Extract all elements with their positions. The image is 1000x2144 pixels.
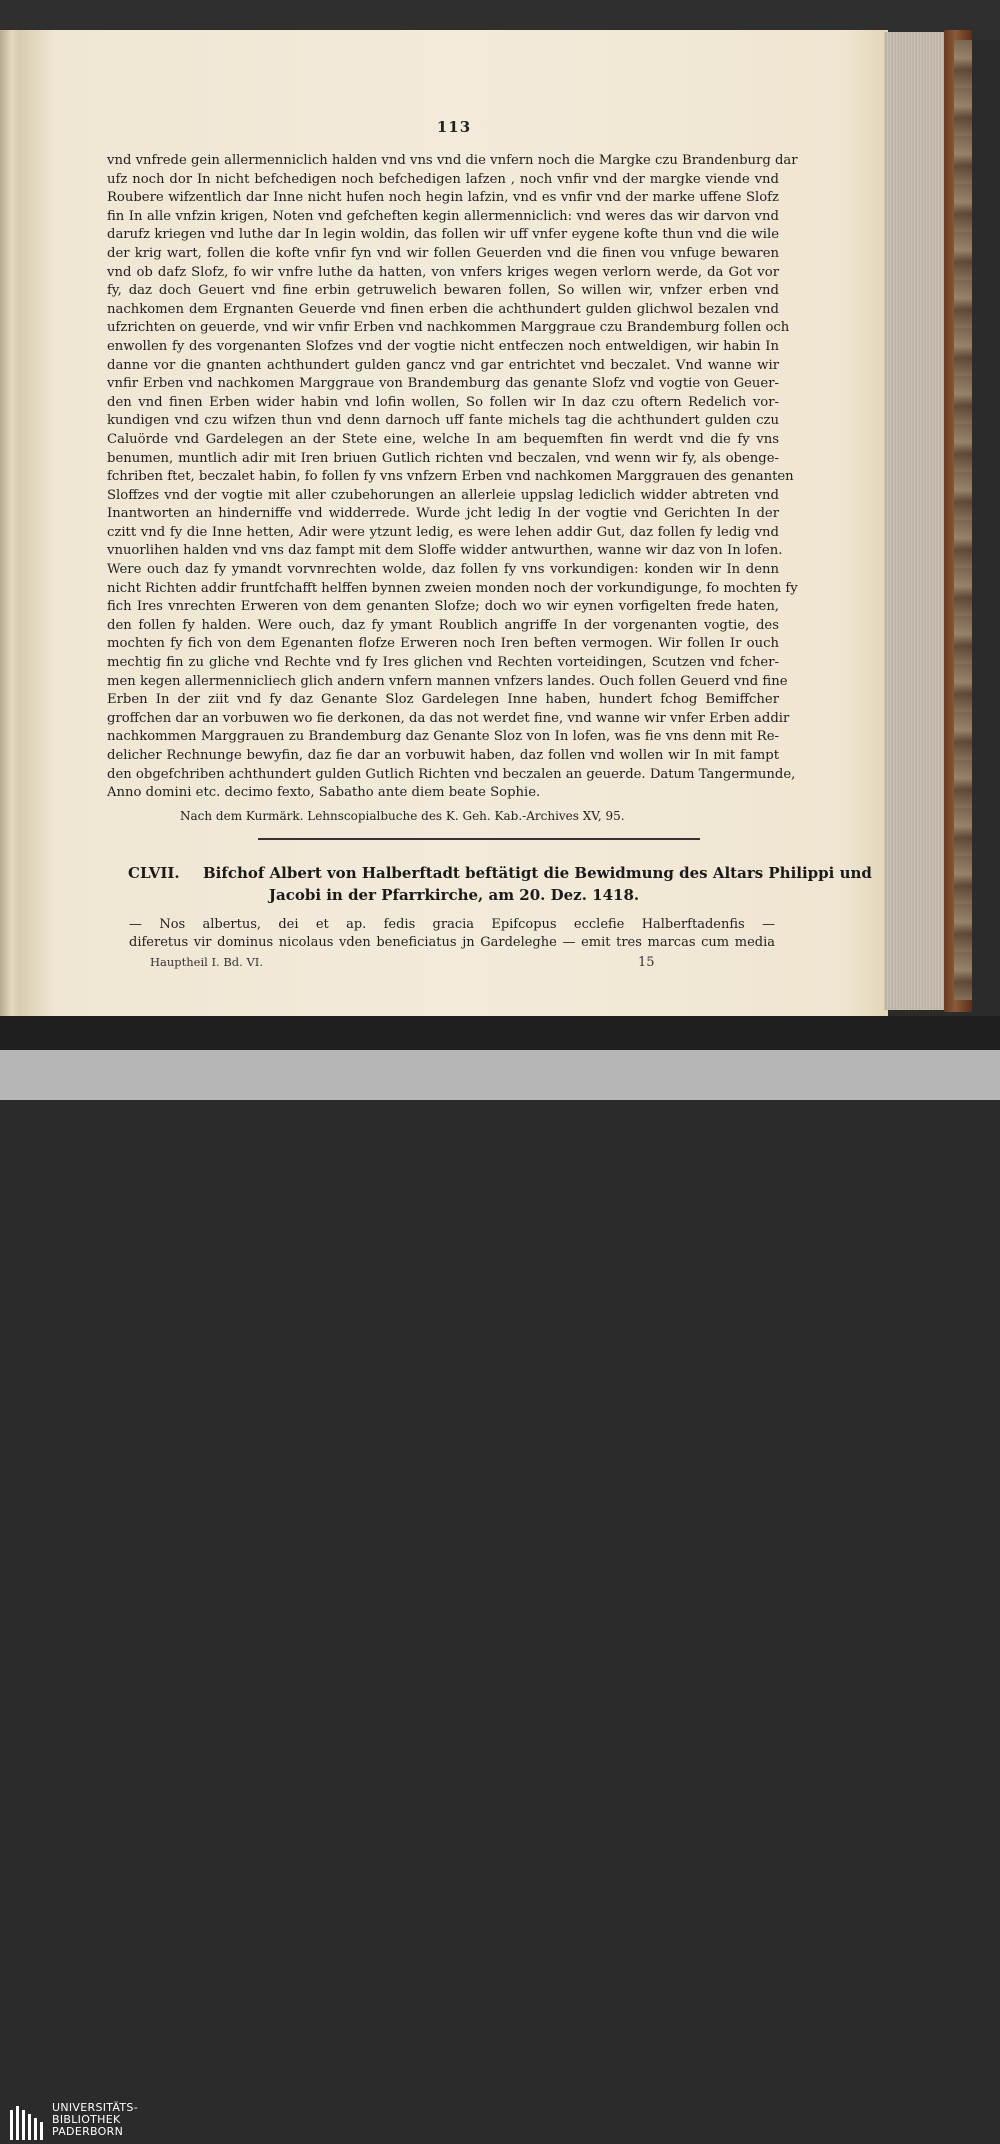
text-line: den follen fy halden. Were ouch, daz fy ymant Roublich angriffe In der vorgenanten vogtie, des	[107, 617, 779, 633]
text-line: fin In alle vnfzin krigen, Noten vnd gefcheften kegin allermenniclich: vnd weres das wir darvon vnd	[107, 208, 779, 224]
text-line: Sloffzes vnd der vogtie mit aller czubehorungen an allerleie uppslag lediclich widder abtreten vnd	[107, 487, 779, 503]
text-line: groffchen dar an vorbuwen wo fie derkonen, da das not werdet fine, vnd wanne wir vnfer Erben addir	[107, 710, 790, 726]
text-line: mechtig fin zu gliche vnd Rechte vnd fy Ires glichen vnd Rechten vorteidingen, Scutzen vnd fcher-	[107, 655, 779, 671]
text-line: vnfir Erben vnd nachkomen Marggraue von Brandemburg das genante Slofz vnd vogtie von Geuer-	[107, 376, 779, 392]
text-line: Anno domini etc. decimo fexto, Sabatho ante diem beate Sophie.	[107, 785, 541, 801]
text-line: fchriben ftet, beczalet habin, fo follen fy vns vnfzern Erben vnd nachkomen Marggrauen des genanten	[107, 469, 794, 485]
scan-background-bottom	[0, 1016, 1000, 1050]
text-line: danne vor die gnanten achthundert gulden gancz vnd gar entrichtet vnd beczalet. Vnd wanne wir	[107, 357, 779, 373]
latin-text-line: diferetus vir dominus nicolaus vden beneficiatus jn Gardeleghe — emit tres marcas cum media	[129, 935, 775, 950]
page-number: 113	[436, 118, 472, 136]
document-heading: Bifchof Albert von Halberftadt beftätigt die Bewidmung des Altars Philippi und	[203, 864, 872, 882]
text-line: der krig wart, follen die kofte vnfir fyn vnd wir follen Geuerden vnd die finen vou vnfuge bewaren	[107, 245, 779, 261]
text-line: delicher Rechnunge bewyfin, daz fie dar an vorbuwit haben, daz follen vnd wollen wir In mit fampt	[107, 748, 779, 763]
book-page	[20, 30, 888, 1018]
library-footer	[0, 1050, 1000, 2138]
text-line: Inantworten an hinderniffe vnd widderrede. Wurde jcht ledig In der vogtie vnd Gerichten In der	[107, 506, 779, 522]
text-line: fich Ires vnrechten Erweren von dem genanten Slofze; doch wo wir eynen vorfigelten frede haten,	[107, 599, 779, 615]
cover-marbling	[954, 40, 972, 1000]
text-line: benumen, muntlich adir mit Iren briuen Gutlich richten vnd beczalen, vnd wenn wir fy, als obenge-	[107, 450, 779, 466]
text-line: enwollen fy des vorgenanten Slofzes vnd der vogtie nicht entfeczen noch entweldigen, wir habin In	[107, 338, 779, 354]
latin-text-line: — Nos albertus, dei et ap. fedis gracia Epifcopus ecclefie Halberftadenfis —	[129, 917, 775, 932]
latin-document-body	[129, 916, 775, 952]
page-block-edge	[884, 32, 944, 1010]
text-line: darufz kriegen vnd luthe dar In legin woldin, das follen wir uff vnfer eygene kofte thun vnd die wile	[107, 227, 779, 243]
text-line: mochten fy fich von dem Egenanten flofze Erweren noch Iren beften vermogen. Wir follen Ir ouch	[107, 636, 779, 652]
text-line: Caluörde vnd Gardelegen an der Stete eine, welche In am bequemften fin werdt vnd die fy vns	[107, 431, 779, 447]
text-line: czitt vnd fy die Inne hetten, Adir were ytzunt ledig, es were lehen addir Gut, daz follen fy ledig vnd	[107, 524, 779, 540]
library-name-line2: BIBLIOTHEK	[52, 2113, 121, 2126]
facing-page-edge	[0, 30, 20, 1018]
volume-signature: Hauptheil I. Bd. VI.	[150, 955, 263, 969]
document-heading-date: Jacobi in der Pfarrkirche, am 20. Dez. 1418.	[268, 886, 640, 904]
document-number: CLVII.	[128, 864, 180, 882]
section-divider	[258, 838, 700, 840]
library-name	[52, 2102, 138, 2138]
source-citation: Nach dem Kurmärk. Lehnscopialbuche des K. Geh. Kab.-Archives XV, 95.	[180, 809, 625, 823]
text-line: ufzrichten on geuerde, vnd wir vnfir Erben vnd nachkommen Marggraue czu Brandemburg follen och	[107, 320, 790, 336]
sheet-number: 15	[638, 955, 655, 970]
text-line: fy, daz doch Geuert vnd fine erbin getruwelich bewaren follen, So willen wir, vnfzer erben vnd	[107, 283, 779, 299]
text-line: men kegen allermennicliech glich andern vnfern mannen vnfzers landes. Ouch follen Geuerd vnd fine	[107, 673, 788, 689]
text-line: Roubere wifzentlich dar Inne nicht hufen noch hegin lafzin, vnd es vnfir vnd der marke uffene Slofz	[107, 190, 779, 206]
text-line: vnuorlihen halden vnd vns daz fampt mit dem Sloffe widder antwurthen, wanne wir daz von In lofen.	[107, 543, 783, 559]
text-line: Were ouch daz fy ymandt vorvnrechten wolde, daz follen fy vns vorkundigen: konden wir In denn	[107, 562, 779, 578]
text-line: den vnd finen Erben wider habin vnd lofin wollen, So follen wir In daz czu oftern Redelich vor-	[107, 394, 779, 410]
library-name-line1: UNIVERSITÄTS-	[52, 2101, 138, 2114]
text-line: ufz noch dor In nicht befchedigen noch befchedigen lafzen , noch vnfir vnd der margke viende vnd	[107, 171, 779, 187]
library-name-line3: PADERBORN	[52, 2125, 124, 2138]
text-line: vnd ob dafz Slofz, fo wir vnfre luthe da hatten, von vnfers kriges wegen verlorn werde, da Got vor	[107, 264, 779, 280]
document-body	[107, 152, 798, 803]
text-line: vnd vnfrede gein allermenniclich halden vnd vns vnd die vnfern noch die Margke czu Brandenburg dar	[107, 153, 798, 168]
library-logo-icon	[8, 2104, 48, 2144]
text-line: nachkommen Marggrauen zu Brandemburg daz Genante Sloz von In lofen, was fie vns denn mit Re-	[107, 729, 779, 745]
text-line: nicht Richten addir fruntfchafft helffen bynnen zweien monden noch der vorkundigunge, fo mochten fy	[107, 580, 798, 596]
text-line: den obgefchriben achthundert gulden Gutlich Richten vnd beczalen an geuerde. Datum Tangermunde,	[107, 766, 796, 782]
text-line: kundigen vnd czu wifzen thun vnd denn darnoch uff fante michels tag die achthundert gulden czu	[107, 413, 779, 429]
text-line: nachkomen dem Ergnanten Geuerde vnd finen erben die achthundert gulden glichwol bezalen vnd	[107, 301, 779, 317]
text-line: Erben In der ziit vnd fy daz Genante Sloz Gardelegen Inne haben, hundert fchog Bemiffcher	[107, 692, 779, 708]
